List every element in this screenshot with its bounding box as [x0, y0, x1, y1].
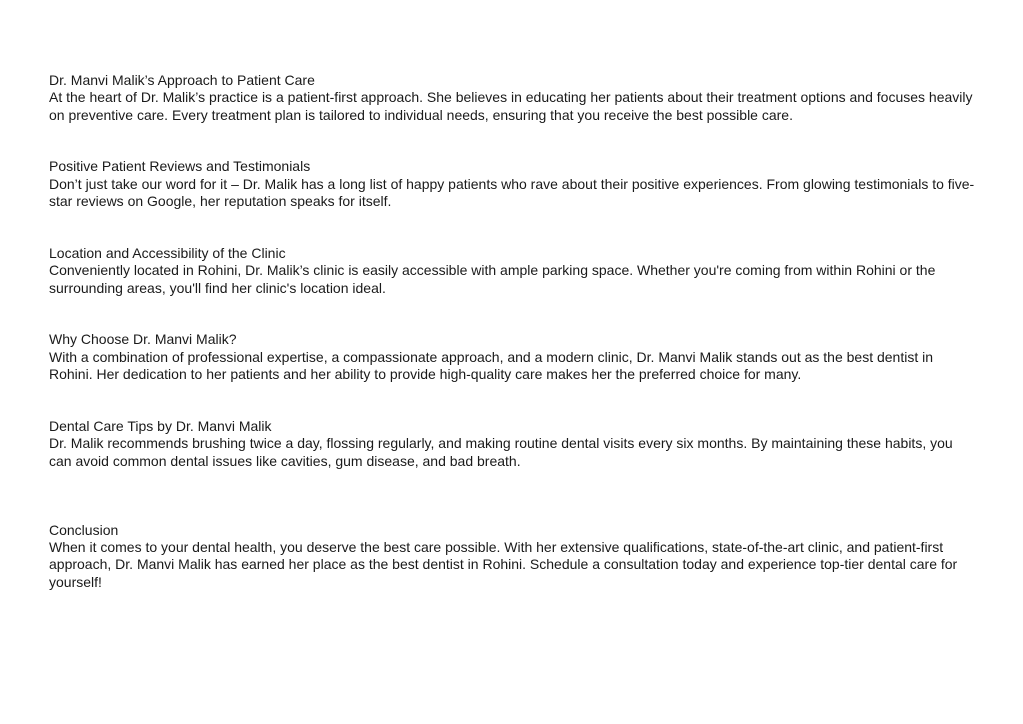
- spacer: [49, 124, 979, 159]
- spacer: [49, 210, 979, 245]
- section-heading: Dental Care Tips by Dr. Manvi Malik: [49, 417, 272, 434]
- spacer: [49, 470, 979, 522]
- section-heading: Conclusion: [49, 521, 119, 538]
- section-text: When it comes to your dental health, you deserve the best care possible. With her extensive qualifications, state-of-the-art clinic, and patient-first approach, Dr. Manvi Malik has earned her place as the best dentist in Rohini. Schedule a consultation today and experience top-tier dental care for yourself!: [49, 539, 958, 590]
- section-text: At the heart of Dr. Malik’s practice is a patient-first approach. She believes in educating her patients about their treatment options and focuses heavily on preventive care. Every treatment plan is tailored to individual needs, ensuring that you receive the best possible care.: [49, 89, 973, 123]
- spacer: [49, 297, 979, 332]
- section-text: Conveniently located in Rohini, Dr. Malik’s clinic is easily accessible with ample parking space. Whether you're coming from within Rohini or the surrounding areas, you'll find her clinic's location ideal.: [49, 262, 936, 296]
- section-heading: Why Choose Dr. Manvi Malik?: [49, 331, 237, 348]
- section-tips: [49, 418, 979, 470]
- section-reviews: [49, 158, 979, 210]
- section-text: With a combination of professional expertise, a compassionate approach, and a modern clinic, Dr. Manvi Malik stands out as the best dentist in Rohini. Her dedication to her patients and her ability to provide high-quality care makes her the preferred choice for many.: [49, 348, 934, 383]
- section-heading: Location and Accessibility of the Clinic: [49, 244, 286, 261]
- section-text: Dr. Malik recommends brushing twice a day, flossing regularly, and making routine dental visits every six months. By maintaining these habits, you can avoid common dental issues like cavities, gum disease, and bad breath.: [49, 435, 953, 469]
- section-heading: Dr. Manvi Malik’s Approach to Patient Care: [49, 72, 315, 88]
- section-text: Don’t just take our word for it – Dr. Malik has a long list of happy patients who rave about their positive experiences. From glowing testimonials to five-star reviews on Google, her reputation speaks for itself.: [49, 175, 975, 210]
- section-approach: [49, 72, 979, 124]
- section-why-choose: [49, 331, 979, 383]
- section-location: [49, 245, 979, 297]
- document-body: [49, 72, 979, 591]
- spacer: [49, 383, 979, 418]
- section-conclusion: [49, 522, 979, 591]
- section-heading: Positive Patient Reviews and Testimonials: [49, 158, 311, 175]
